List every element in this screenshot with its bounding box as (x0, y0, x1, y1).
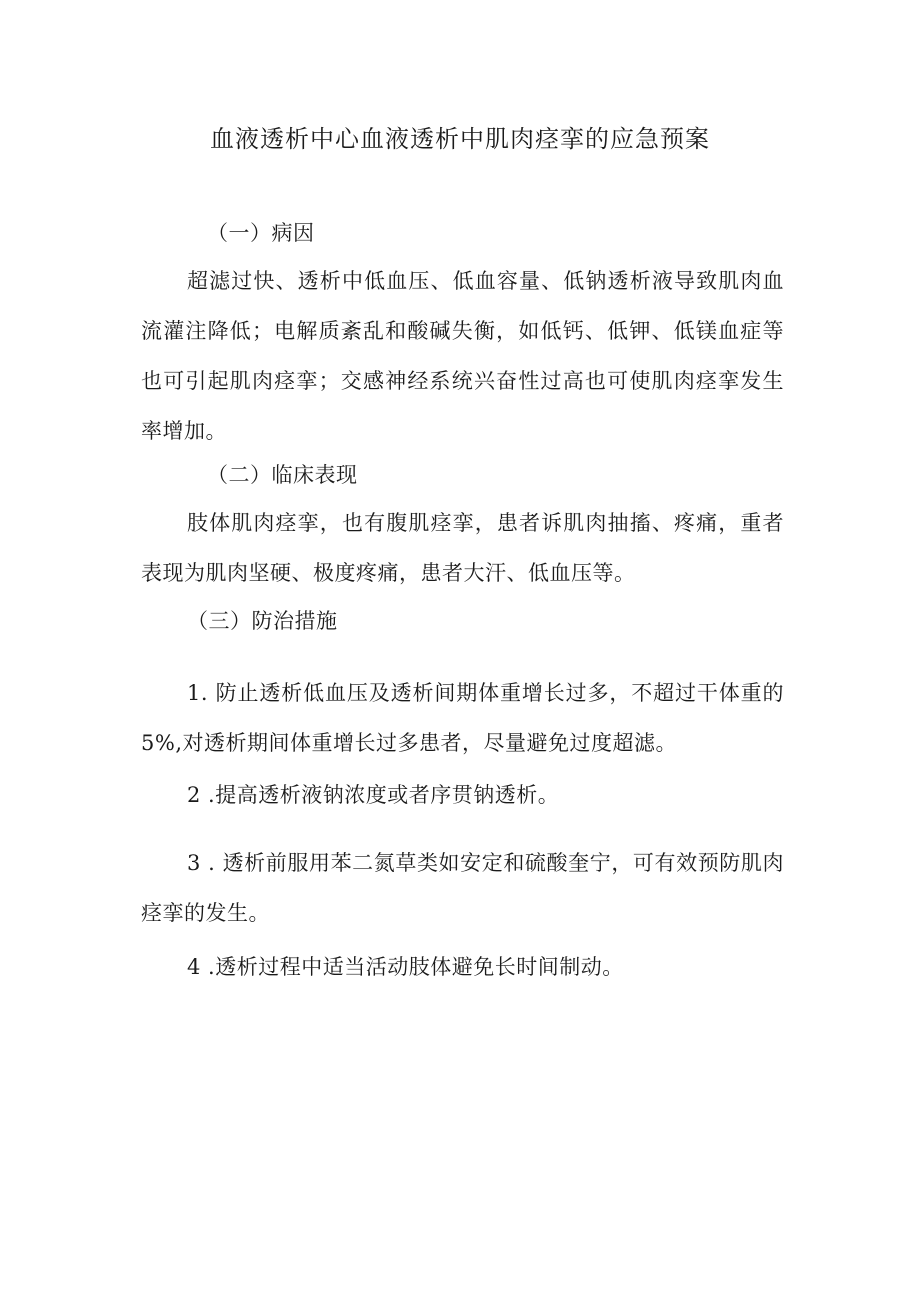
measure-item-2: 2 .提高透析液钠浓度或者序贯钠透析。 (187, 783, 560, 807)
section-paragraph-cause: 超滤过快、透析中低血压、低血容量、低钠透析液导致肌肉血流灌注降低；电解质紊乱和酸碱失衡，如低钙、低钾、低镁血症等也可引起肌肉痉挛；交感神经系统兴奋性过高也可使肌肉痉挛发生率增加。 (141, 269, 784, 443)
section-heading-cause: （一）病因 (207, 221, 315, 245)
section-heading-measures: （三）防治措施 (187, 609, 338, 633)
section-paragraph-clinical: 肢体肌肉痉挛，也有腹肌痉挛，患者诉肌肉抽搐、疼痛，重者表现为肌肉坚硬、极度疼痛，患者大汗、低血压等。 (141, 511, 784, 585)
measure-item-1: 1. 防止透析低血压及透析间期体重增长过多，不超过干体重的 5%,对透析期间体重增长过多患者，尽量避免过度超滤。 (141, 681, 784, 755)
document-title: 血液透析中心血液透析中肌肉痉挛的应急预案 (210, 125, 710, 153)
section-heading-clinical: （二）临床表现 (207, 463, 358, 487)
measure-item-3: 3 . 透析前服用苯二氮草类如安定和硫酸奎宁，可有效预防肌肉痉挛的发生。 (141, 851, 784, 925)
measure-item-4: 4 .透析过程中适当活动肢体避免长时间制动。 (187, 955, 624, 979)
